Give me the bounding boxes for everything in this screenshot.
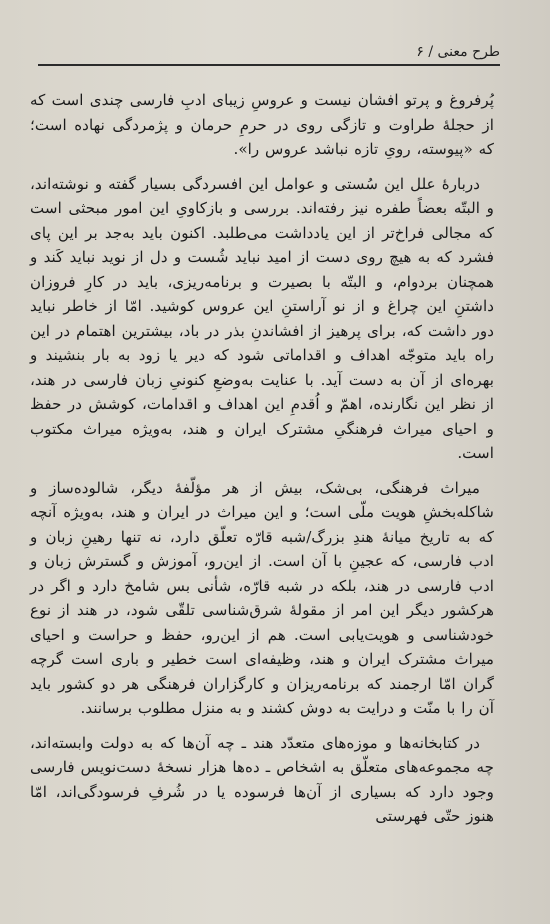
paragraph-1: پُرفروغ و پرتو افشان نیست و عروسِ زیبای ادبِ فارسی چندی است که از حجلهٔ طراوت و تازگی روی در حرمِ حرمان و پژمردگی نهاده است؛ که «پیوسته، رویِ تازه نباشد عروس را».: [30, 91, 494, 158]
body-text: [30, 88, 494, 829]
paragraph-2: دربارهٔ علل این سُستی و عوامل این افسردگی بسیار گفته و نوشته‌اند، و البتّه بعضاً طفره نیز رفته‌اند. بررسی و بازکاویِ این امور مبحثی است که مجالی فراخ‌تر از این یادداشت می‌طلبد. اکنون باید به‌جد بر این پای فشرد که به هیچ روی دست از امید نباید شُست و دل از نوید نباید کَند و همچنان بردوام، و البتّه با بصیرت و برنامه‌ریزی، باید در کارِ فروزان داشتنِ این چراغ و از نو آراستنِ این عروس کوشید. امّا از خاطر نباید دور داشت که، برای پرهیز از افشاندنِ بذر در باد، بیشترین اهتمام در این راه باید متوجّه اهداف و اقداماتی شود که دیر یا زود به بار بنشیند و بهره‌ای از آن به دست آید. با عنایت به‌وضعِ کنونیِ زبان فارسی در هند، از نظر این نگارنده، اهمّ و اُقدمِ این اهداف و اقدامات، کوشش در حفظ و احیای میراث فرهنگیِ مشترک ایران و هند، به‌ویژه میراث مکتوب است.: [30, 174, 494, 462]
running-header: [38, 38, 500, 66]
running-title: طرح معنی / ۶: [416, 44, 500, 60]
paragraph-3: میراث فرهنگی، بی‌شک، بیش از هر مؤلّفهٔ دیگر، شالوده‌ساز و شاکله‌بخشِ هویت ملّی است؛ و این میراث در ایران و هند، به‌ویژه آنچه که به تاریخ میانهٔ هندِ بزرگ/شبه قارّه تعلّق دارد، نه تنها رهینِ زبان و ادب فارسی، که عجینِ با آن است. از این‌رو، آموزش و گسترش زبان و ادب فارسی در هند، بلکه در شبه قارّه، شأنی بس شامخ دارد و اگر در هرکشور دیگر این امر از مقولهٔ شرق‌شناسی تلقّی شود، در هند از نوع خودشناسی و هویت‌یابی است. هم از این‌رو، حفظ و حراست و احیای میراث مشترک ایران و هند، وظیفه‌ای است خطیر و باری است گرچه گران امّا ارجمند که برنامه‌ریزان و کارگزاران فرهنگی هر دو کشور باید آن را با منّت و درایت به دوش کشند و به منزل مطلوب برسانند.: [30, 478, 494, 717]
paragraph-4: در کتابخانه‌ها و موزه‌های متعدّد هند ـ چه آن‌ها که به دولت وابسته‌اند، چه مجموعه‌های متعلّق به اشخاص ـ ده‌ها هزار نسخهٔ دست‌نویس فارسی وجود دارد که بسیاری از آن‌ها فرسوده یا در شُرفِ فرسودگی‌اند، امّا هنوز حتّی فهرستی: [30, 733, 494, 825]
